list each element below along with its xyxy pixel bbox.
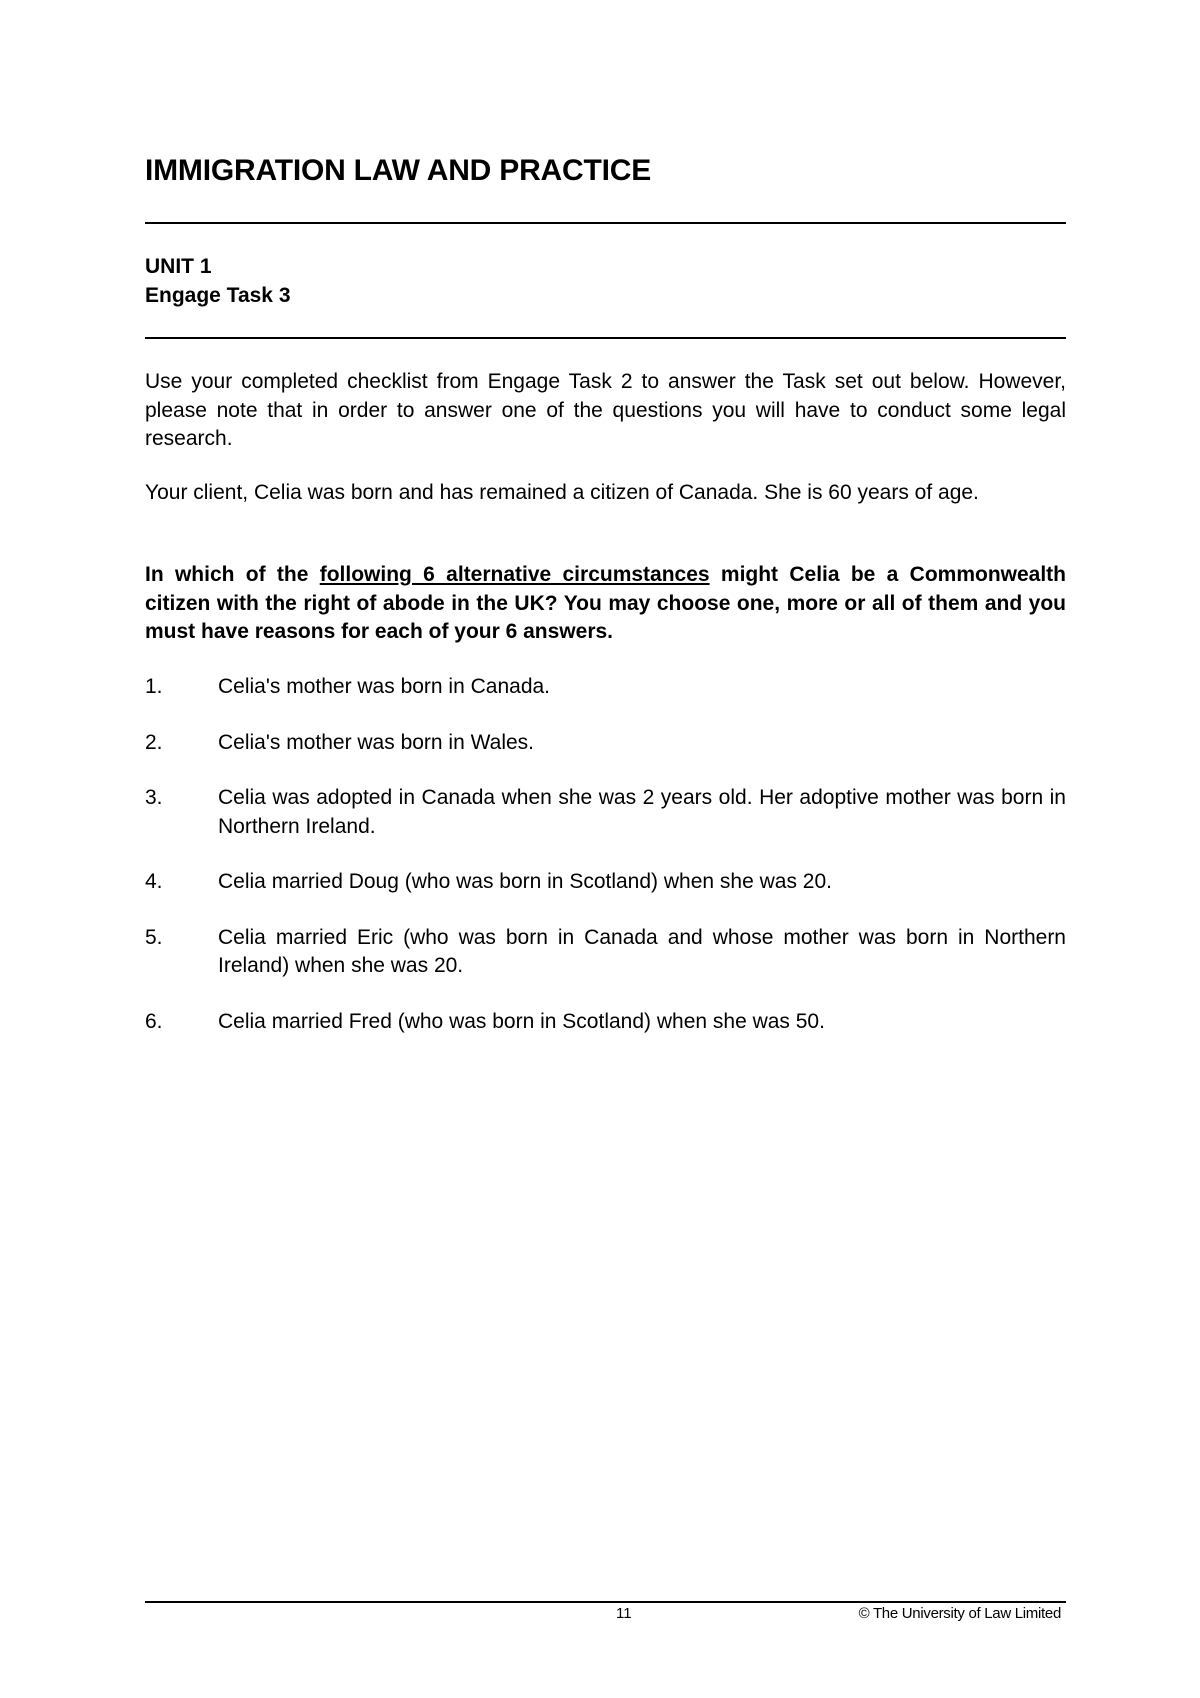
list-item xyxy=(145,924,1066,981)
list-item-number: 2. xyxy=(145,730,163,754)
list-item-number: 5. xyxy=(145,925,163,949)
page-number: 11 xyxy=(616,1605,632,1622)
list-item xyxy=(145,1008,1066,1037)
list-item-text: Celia's mother was born in Wales. xyxy=(218,730,535,754)
document-page xyxy=(145,0,1066,1698)
list-item-text: Celia married Doug (who was born in Scotland) when she was 20. xyxy=(218,870,832,893)
list-item xyxy=(145,673,1066,702)
list-item xyxy=(145,868,1066,897)
task-label: Engage Task 3 xyxy=(145,284,291,307)
footer-divider xyxy=(145,1601,1066,1603)
copyright-notice: © The University of Law Limited xyxy=(858,1605,1061,1622)
client-paragraph: Your client, Celia was born and has remained a citizen of Canada. She is 60 years of age. xyxy=(145,481,979,504)
list-item-number: 1. xyxy=(145,675,163,698)
circumstances-list xyxy=(145,673,1066,1063)
unit-heading xyxy=(145,252,291,310)
list-item-text: Celia's mother was born in Canada. xyxy=(218,675,551,698)
list-item-text: Celia married Eric (who was born in Canada and whose mother was born in Northern Ireland) when she was 20. xyxy=(218,925,1066,977)
question-part-2: might Celia be a Commonwealth citizen with the right of abode in the UK? You may choose one, more or all of them and you must have reasons for each of your 6 answers. xyxy=(145,563,1066,643)
list-item-number: 6. xyxy=(145,1009,163,1033)
list-item-number: 3. xyxy=(145,786,163,809)
document-title: IMMIGRATION LAW AND PRACTICE xyxy=(145,154,652,187)
list-item-text: Celia was adopted in Canada when she was 2 years old. Her adoptive mother was born in Northern Ireland. xyxy=(218,786,1066,838)
question-part-1: In which of the xyxy=(145,563,320,586)
list-item-text: Celia married Fred (who was born in Scotland) when she was 50. xyxy=(218,1009,825,1033)
intro-paragraph: Use your completed checklist from Engage Task 2 to answer the Task set out below. However, please note that in order to answer one of the questions you will have to conduct some legal research. xyxy=(145,370,1066,450)
question-paragraph xyxy=(145,561,1066,647)
list-item xyxy=(145,784,1066,841)
unit-divider xyxy=(145,337,1066,339)
title-divider xyxy=(145,222,1066,224)
list-item-number: 4. xyxy=(145,870,163,893)
unit-label: UNIT 1 xyxy=(145,255,212,278)
list-item xyxy=(145,729,1066,758)
question-underlined: following 6 alternative circumstances xyxy=(319,563,710,586)
